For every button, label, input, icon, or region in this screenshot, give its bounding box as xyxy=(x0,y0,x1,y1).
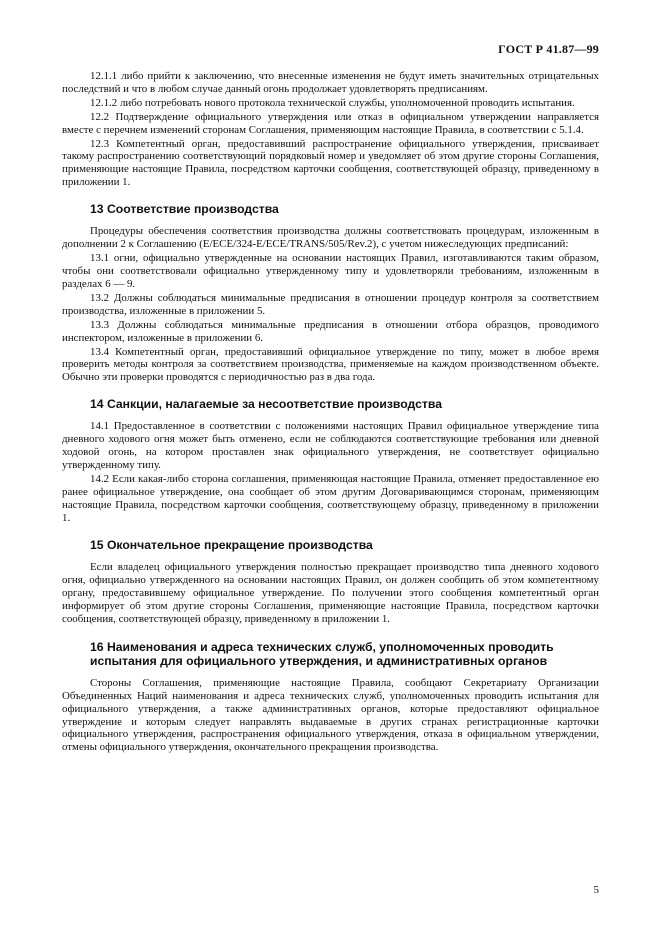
section-14-heading: 14 Санкции, налагаемые за несоответствие производства xyxy=(90,397,442,412)
paragraph-13-3: 13.3 Должны соблюдаться минимальные предписания в отношении отбора образцов, проводимого инспектором, изложенные в приложении 6. xyxy=(62,318,599,344)
paragraph-16: Стороны Соглашения, применяющие настоящие Правила, сообщают Секретариату Организации Объединенных Наций наименования и адреса технических служб, уполномоченных проводить испытания для официального утверждения, а также административных органов, которые предоставляют официальное утверждение и которым следует направлять выдаваемые в других странах регистрационные карточки официального утверждения, распространения официального утверждения, отказа в официальном утверждении, отмены официального утверждения, окончательного прекращения производства. xyxy=(62,676,599,754)
section-15-heading: 15 Окончательное прекращение производства xyxy=(90,537,373,552)
paragraph-13-intro: Процедуры обеспечения соответствия производства должны соответствовать процедурам, изложенным в дополнении 2 к Соглашению (E/ECE/324-E/ECE/TRANS/505/Rev.2), с учетом нижеследующих предписаний: xyxy=(62,225,599,251)
paragraph-12-1-2: 12.1.2 либо потребовать нового протокола технической службы, уполномоченной проводить испытания. xyxy=(90,96,575,109)
page-content xyxy=(62,70,599,755)
paragraph-13-2: 13.2 Должны соблюдаться минимальные предписания в отношении процедур контроля за соответствием производства, изложенные в приложении 5. xyxy=(62,291,599,317)
section-13-heading: 13 Соответствие производства xyxy=(90,202,279,217)
paragraph-14-2: 14.2 Если какая-либо сторона соглашения, применяющая настоящие Правила, отменяет предоставленное ею ранее официальное утверждение, она сообщает об этом другим Договаривающимся сторонам, применяющим настоящие Правила, посредством карточки сообщения, соответствующему образцу, приведенному в приложении 1. xyxy=(62,473,599,524)
paragraph-15: Если владелец официального утверждения полностью прекращает производство типа дневного ходового огня, официально утвержденного на основании настоящих Правил, он должен сообщить об этом компетентному органу, предоставившему официальное утверждение. По получении этого сообщения компетентный орган информирует об этом другие стороны Соглашения, применяющие настоящие Правила, посредством карточки сообщения, соответствующей образцу, приведенному в приложении 1. xyxy=(62,560,599,625)
page-number: 5 xyxy=(593,884,599,896)
paragraph-12-3: 12.3 Компетентный орган, предоставивший распространение официального утверждения, присваивает такому распространению соответствующий порядковый номер и уведомляет об этом другие стороны Соглашения, применяющие настоящие Правила, посредством карточки сообщения, соответствующей образцу, приведенному в приложении 1. xyxy=(62,137,599,189)
paragraph-13-4: 13.4 Компетентный орган, предоставивший официальное утверждение по типу, может в любое время проверить методы контроля за соответствием производства, применяемые на каждом производственном объекте. Обычно эти проверки проводятся с периодичностью раз в два года. xyxy=(62,345,599,384)
document-code: ГОСТ Р 41.87—99 xyxy=(498,42,599,56)
paragraph-13-1: 13.1 огни, официально утвержденные на основании настоящих Правил, изготавливаются таким образом, чтобы они соответствовали официально утвержденному типу и удовлетворяли требованиям, изложенным в разделах 6 — 9. xyxy=(62,252,599,290)
section-16-heading: 16 Наименования и адреса технических служб, уполномоченных проводить испытания для официального утверждения, и административных органов xyxy=(90,640,554,668)
paragraph-14-1: 14.1 Предоставленное в соответствии с положениями настоящих Правил официальное утверждение типа дневного ходового огня может быть отменено, если не соблюдаются соответствующие требования или дневной ходовой огонь, на котором проставлен знак официального утверждения, не соответствует официально утвержденному типу. xyxy=(62,420,599,472)
paragraph-12-2: 12.2 Подтверждение официального утверждения или отказ в официальном утверждении направляется вместе с перечнем изменений сторонам Соглашения, применяющим настоящие Правила, в соответствии с 5.1.4. xyxy=(62,110,599,136)
paragraph-12-1-1: 12.1.1 либо прийти к заключению, что внесенные изменения не будут иметь значительных отрицательных последствий и что в любом случае данный огонь продолжает удовлетворять предписаниям. xyxy=(62,70,599,95)
